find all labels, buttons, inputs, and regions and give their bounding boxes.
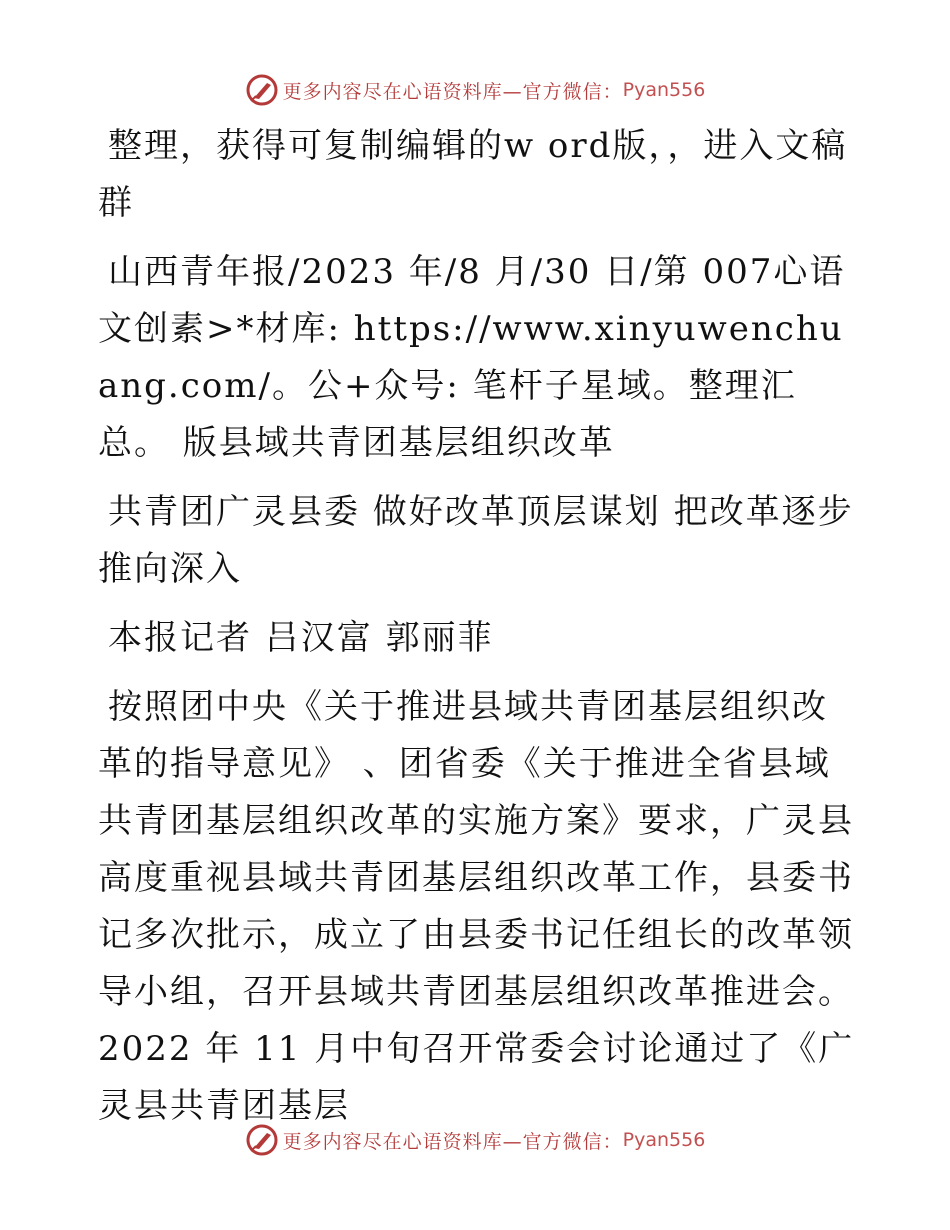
red-quill-logo-icon <box>245 1123 279 1157</box>
source-paragraph: 山西青年报/2023 年/8 月/30 日/第 007心语文创素>*材库: https://www.xinyuwenchuang.com/。公+众号: 笔杆子星域。整理汇总。 版县域共青团基层组织改革 <box>98 252 846 463</box>
document-body <box>98 118 858 1147</box>
watermark-id: Pyan556 <box>622 1129 706 1151</box>
headline-paragraph: 共青团广灵县委 做好改革顶层谋划 把改革逐步推向深入 <box>98 492 854 589</box>
red-quill-logo-icon <box>245 73 279 107</box>
byline-paragraph: 本报记者 吕汉富 郭丽菲 <box>108 618 494 658</box>
header-watermark <box>0 70 950 110</box>
footer-watermark <box>0 1120 950 1160</box>
watermark-id: Pyan556 <box>622 79 706 101</box>
body-paragraph: 按照团中央《关于推进县域共青团基层组织改革的指导意见》 、团省委《关于推进全省县域共青团基层组织改革的实施方案》要求，广灵县高度重视县域共青团基层组织改革工作，县委书记多次批示，成立了由县委书记任组长的改革领导小组，召开县域共青团基层组织改革推进会。2022 年 11 月中旬召开常委会讨论通过了《广灵县共青团基层 <box>98 687 855 1126</box>
watermark-text: 更多内容尽在心语资料库—官方微信： <box>282 80 623 103</box>
intro-paragraph: 整理，获得可复制编辑的w ord版，，进入文稿群 <box>98 126 848 223</box>
watermark-text: 更多内容尽在心语资料库—官方微信： <box>282 1130 623 1153</box>
